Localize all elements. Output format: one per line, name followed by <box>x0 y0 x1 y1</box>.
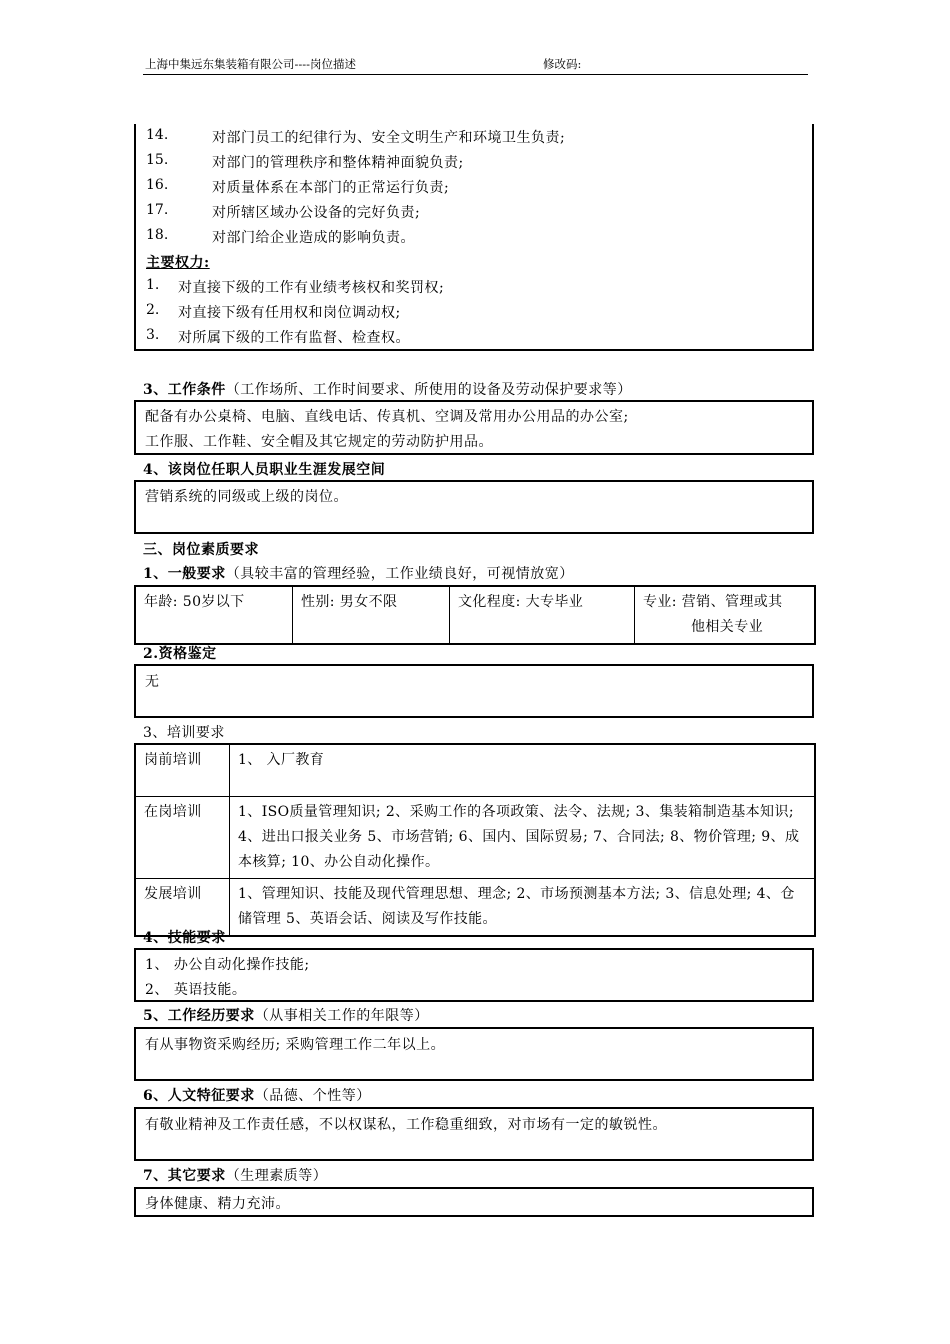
power-text: 对直接下级有任用权和岗位调动权; <box>178 305 401 321</box>
skills-box <box>134 948 814 1002</box>
company-title: 上海中集远东集装箱有限公司----岗位描述 <box>145 57 357 71</box>
personality-box <box>134 1107 814 1161</box>
general-requirements-table <box>134 585 816 645</box>
other-text: 身体健康、精力充沛。 <box>145 1196 290 1212</box>
training-row <box>135 744 815 796</box>
work-conditions-box <box>134 400 814 455</box>
work-conditions-title: 3、工作条件 <box>143 382 226 398</box>
major-line: 专业: 营销、管理或其 <box>643 594 783 610</box>
qualification-text: 无 <box>145 674 160 690</box>
general-title: 1、一般要求 <box>143 566 226 582</box>
training-label: 发展培训 <box>135 878 230 936</box>
experience-heading <box>143 1005 429 1025</box>
qualification-title: 2.资格鉴定 <box>143 646 217 662</box>
experience-note: （从事相关工作的年限等） <box>254 1008 429 1024</box>
duty-number: 17. <box>146 202 169 218</box>
experience-box <box>134 1027 814 1081</box>
career-title: 4、该岗位任职人员职业生涯发展空间 <box>143 462 386 478</box>
work-conditions-line: 工作服、工作鞋、安全帽及其它规定的劳动防护用品。 <box>145 434 493 450</box>
work-conditions-heading <box>143 379 632 399</box>
major-cell <box>635 586 816 644</box>
skill-item: 1、 办公自动化操作技能; <box>145 957 310 973</box>
page-header <box>143 54 808 75</box>
general-note: （具较丰富的管理经验，工作业绩良好，可视情放宽） <box>225 566 574 582</box>
career-text: 营销系统的同级或上级的岗位。 <box>145 489 348 505</box>
qualification-box <box>134 664 814 718</box>
training-label: 岗前培训 <box>135 744 230 796</box>
duty-text: 对部门员工的纪律行为、安全文明生产和环境卫生负责; <box>212 130 566 146</box>
education-cell: 文化程度: 大专毕业 <box>450 586 635 644</box>
skills-title: 4、技能要求 <box>143 930 226 946</box>
powers-title: 主要权力: <box>146 255 210 271</box>
power-number: 3. <box>146 327 160 343</box>
other-heading <box>143 1165 327 1185</box>
personality-text: 有敬业精神及工作责任感，不以权谋私，工作稳重细致，对市场有一定的敏锐性。 <box>145 1117 667 1133</box>
age-cell: 年龄: 50岁以下 <box>135 586 293 644</box>
training-label: 在岗培训 <box>135 796 230 878</box>
other-title: 7、其它要求 <box>143 1168 226 1184</box>
duty-number: 15. <box>146 152 169 168</box>
skill-item: 2、 英语技能。 <box>145 982 247 998</box>
training-row <box>135 878 815 936</box>
power-number: 2. <box>146 302 160 318</box>
general-heading <box>143 563 574 583</box>
personality-note: （品德、个性等） <box>254 1088 371 1104</box>
duty-number: 14. <box>146 127 169 143</box>
training-text: 1、管理知识、技能及现代管理思想、理念; 2、市场预测基本方法; 3、信息处理; 4、仓储管理 5、英语会话、阅读及写作技能。 <box>230 878 816 936</box>
career-box <box>134 480 814 534</box>
personality-heading <box>143 1085 371 1105</box>
power-text: 对所属下级的工作有监督、检查权。 <box>178 330 410 346</box>
major-line: 他相关专业 <box>691 619 763 635</box>
experience-title: 5、工作经历要求 <box>143 1008 255 1024</box>
training-text: 1、 入厂教育 <box>230 744 816 796</box>
duty-text: 对所辖区域办公设备的完好负责; <box>212 205 421 221</box>
training-row <box>135 796 815 878</box>
quality-section-title: 三、岗位素质要求 <box>143 542 259 558</box>
duty-number: 18. <box>146 227 169 243</box>
gender-cell: 性别: 男女不限 <box>293 586 450 644</box>
work-conditions-note: （工作场所、工作时间要求、所使用的设备及劳动保护要求等） <box>225 382 632 398</box>
personality-title: 6、人文特征要求 <box>143 1088 255 1104</box>
training-title: 3、培训要求 <box>143 725 225 741</box>
duty-text: 对质量体系在本部门的正常运行负责; <box>212 180 450 196</box>
duty-number: 16. <box>146 177 169 193</box>
power-text: 对直接下级的工作有业绩考核权和奖罚权; <box>178 280 445 296</box>
duty-text: 对部门的管理秩序和整体精神面貌负责; <box>212 155 464 171</box>
other-note: （生理素质等） <box>225 1168 328 1184</box>
work-conditions-line: 配备有办公桌椅、电脑、直线电话、传真机、空调及常用办公用品的办公室; <box>145 409 629 425</box>
duty-text: 对部门给企业造成的影响负责。 <box>212 230 415 246</box>
duties-box <box>134 124 814 351</box>
power-number: 1. <box>146 277 160 293</box>
other-box <box>134 1187 814 1217</box>
training-table <box>134 743 816 937</box>
training-text: 1、ISO质量管理知识; 2、采购工作的各项政策、法令、法规; 3、集装箱制造基本知识; 4、进出口报关业务 5、市场营销; 6、国内、国际贸易; 7、合同法; 8、物价管理; 9、成本核算; 10、办公自动化操作。 <box>230 796 816 878</box>
revision-code-label: 修改码: <box>543 57 582 71</box>
experience-text: 有从事物资采购经历; 采购管理工作二年以上。 <box>145 1037 446 1053</box>
